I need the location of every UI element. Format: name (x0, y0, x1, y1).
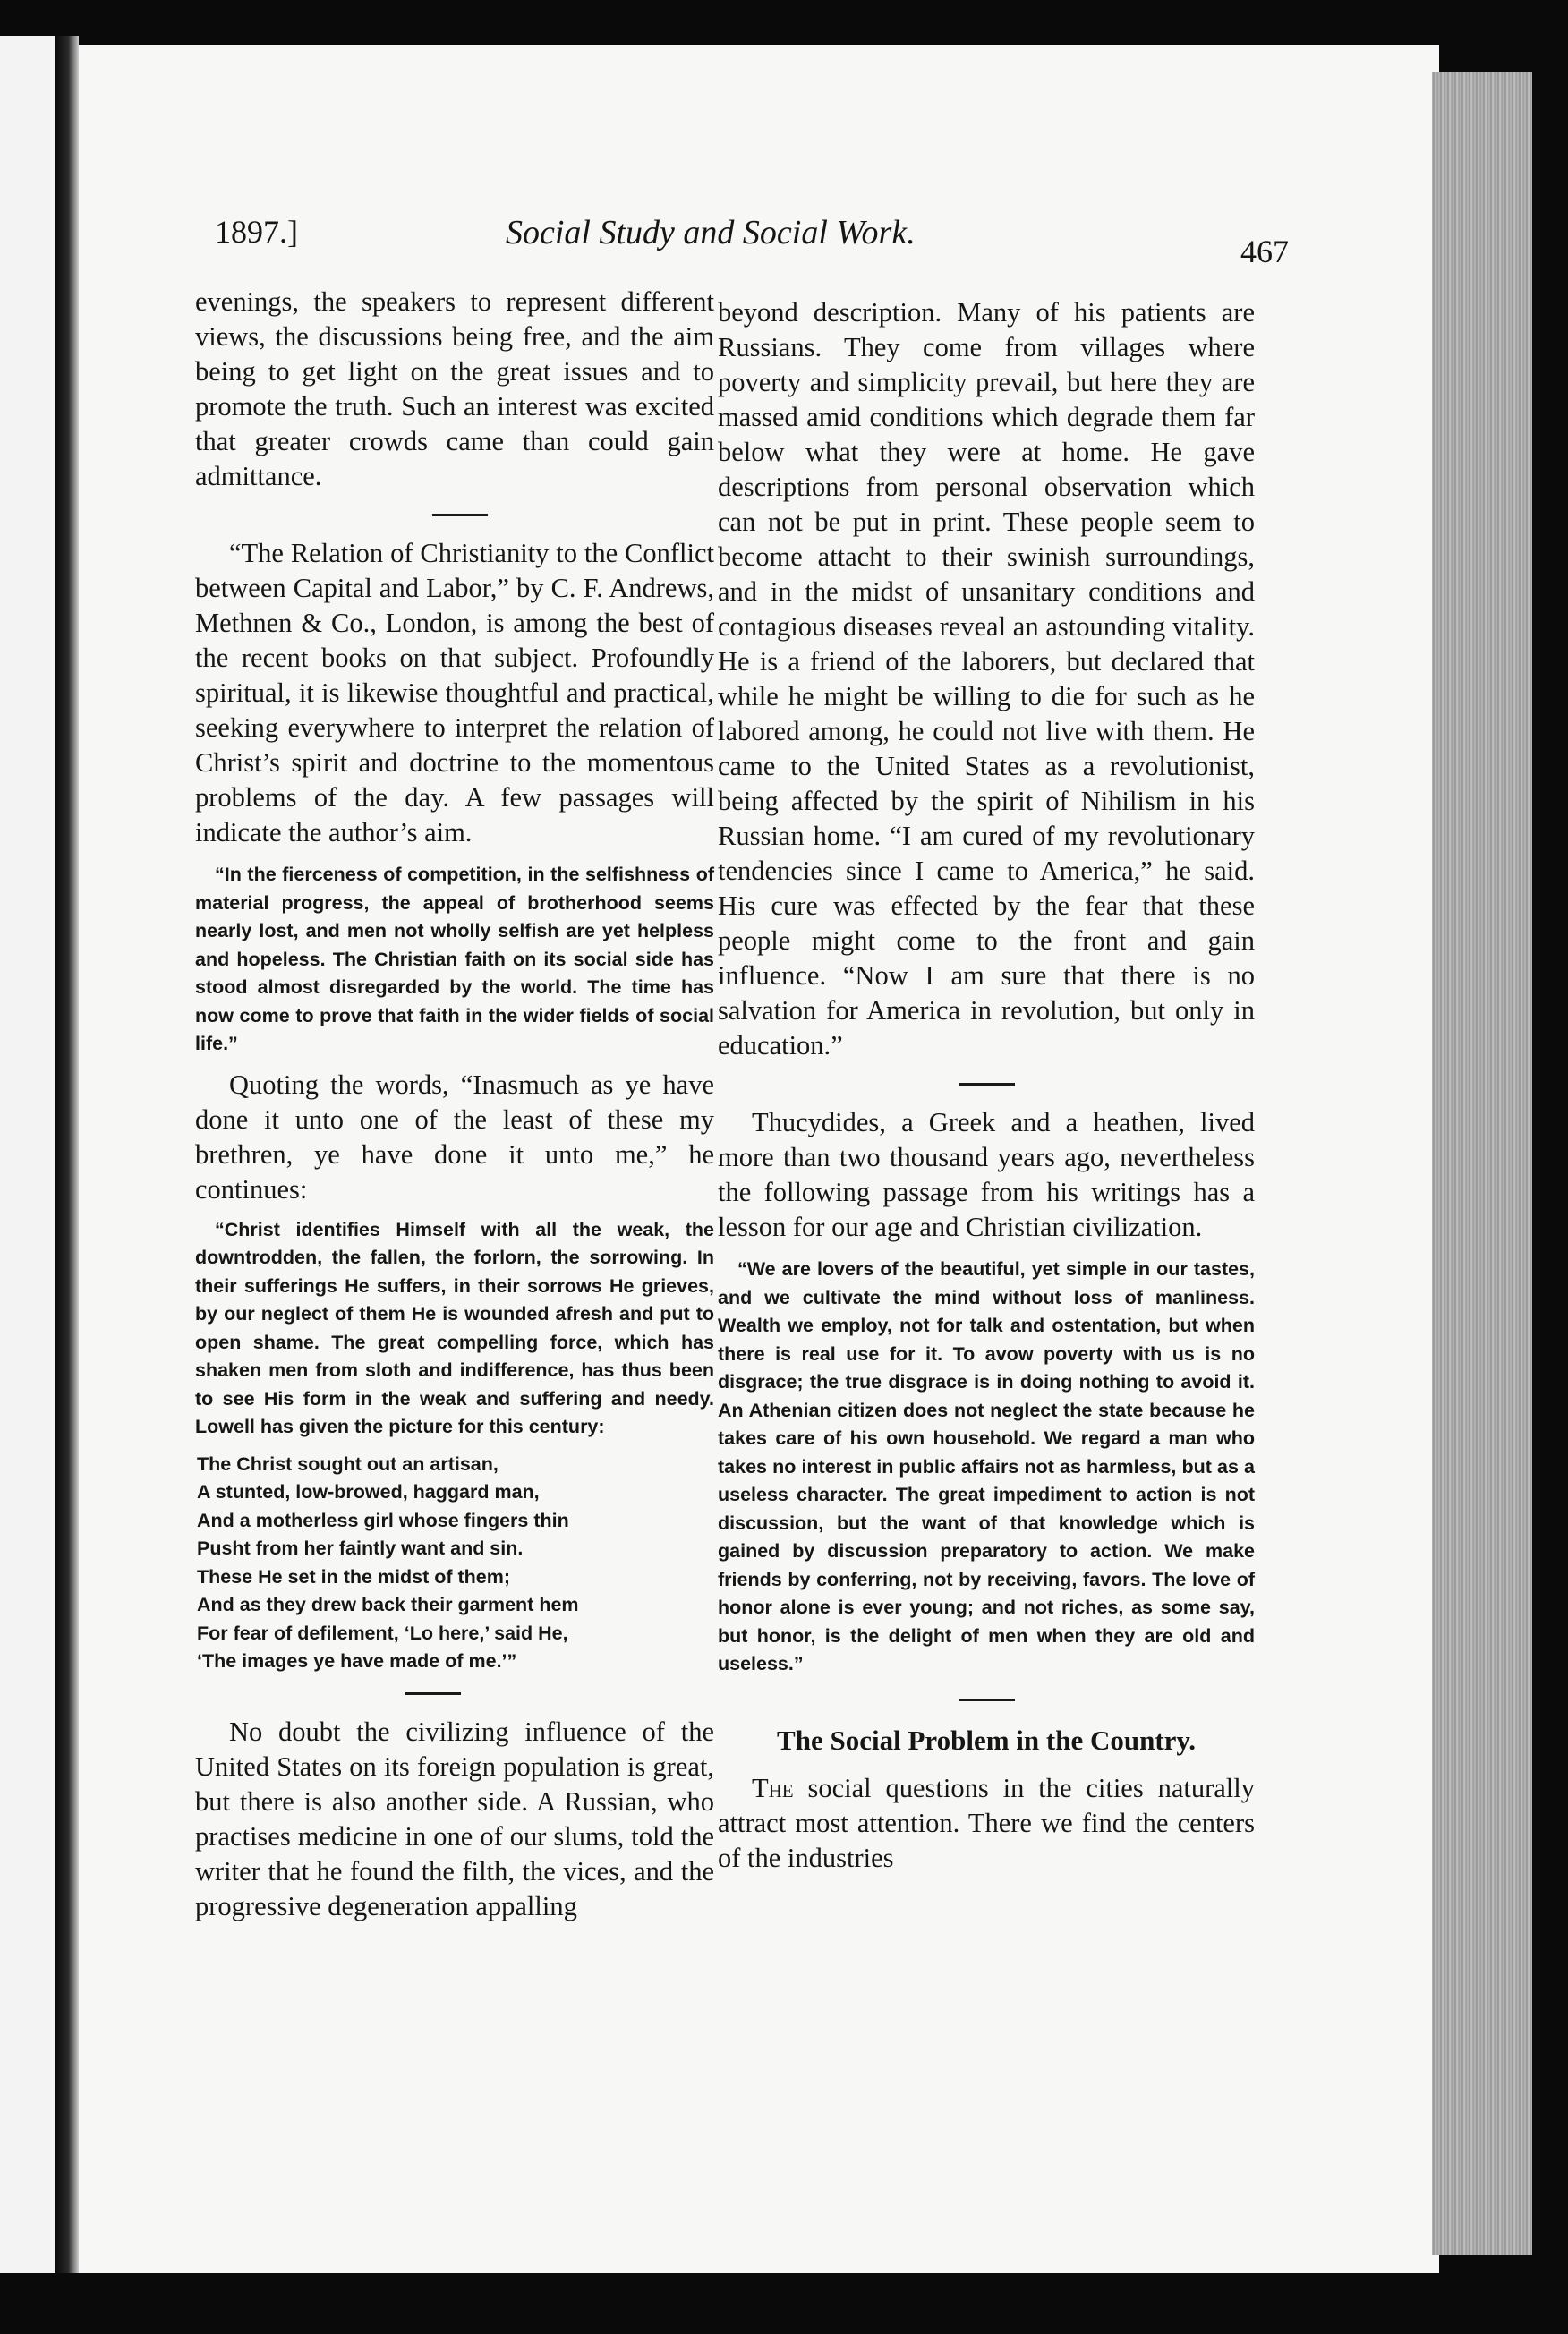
running-header (215, 206, 1289, 277)
paragraph-text: social questions in the cities naturally attract most attention. There we find the centers of the industries (718, 1772, 1255, 1873)
block-quote: “Christ identifies Himself with all the weak, the downtrodden, the fallen, the forlorn, the sorrowing. In their sufferings He suffers, in their sorrows He grieves, by our neglect of them He is wounded afresh and put to open shame. The great compelling force, which has shaken men from sloth and indifference, has thus been to see His form in the weak and suffering and needy. Lowell has given the picture for this century: (195, 1218, 714, 1437)
header-year: 1897.] (215, 214, 298, 250)
block-quote: “We are lovers of the beautiful, yet simple in our tastes, and we cultivate the mind without loss of manliness. Wealth we employ, not for talk and ostentation, but when there is real use for it. To avow poverty with us is no disgrace; the true disgrace is in doing nothing to avoid it. An Athenian citizen does not neglect the state because he takes care of his own household. We regard a man who takes no interest in public affairs not as harmless, but as a useless character. The great impediment to action is not discussion, but the want of that knowledge which is gained by discussion preparatory to action. We make friends by conferring, not by receiving, favors. The love of honor alone is ever young; and not riches, as some say, but honor, is the delight of men when they are old and useless.” (718, 1258, 1255, 1674)
poem (195, 1451, 714, 1676)
section-divider (432, 514, 488, 516)
header-title: Social Study and Social Work. (506, 214, 916, 251)
poem-line: And a motherless girl whose fingers thin (197, 1509, 569, 1531)
left-column (195, 285, 714, 1924)
paragraph: “The Relation of Christianity to the Conflict between Capital and Labor,” by C. F. Andrews, Methnen & Co., London, is among the best of the recent books on that subject. Profoundly spiritual, it is likewise thoughtful and practical, seeking everywhere to interpret the relation of Christ’s spirit and doctrine to the momentous problems of the day. A few passages will indicate the author’s aim. (195, 538, 714, 848)
poem-line: For fear of defilement, ‘Lo here,’ said He, (197, 1622, 568, 1644)
paragraph: beyond description. Many of his patients are Russians. They come from villages where poverty and simplicity prevail, but here they are massed amid conditions which degrade them far below what they were at home. He gave descriptions from personal observation which can not be put in print. These people seem to become attacht to their swinish surroundings, and in the midst of unsanitary conditions and contagious diseases reveal an astounding vitality. He is a friend of the laborers, but declared that while he might be willing to die for such as he labored among, he could not live with them. He came to the United States as a revolutionist, being affected by the spirit of Nihilism in his Russian home. “I am cured of my revolutionary tendencies since I came to America,” he said. His cure was effected by the fear that these people might come to the front and gain influence. “Now I am sure that there is no salvation for America in revolution, but only in education.” (718, 297, 1255, 1061)
poem-line: A stunted, low-browed, haggard man, (197, 1481, 540, 1503)
poem-line: Pusht from her faintly want and sin. (197, 1538, 524, 1559)
poem-line: ‘The images ye have made of me.’” (197, 1650, 517, 1672)
poem-line: These He set in the midst of them; (197, 1565, 511, 1588)
paragraph: No doubt the civilizing influence of the United States on its foreign population is great, but there is also another side. A Russian, who practises medicine in one of our slums, told the writer that he found the filth, the vices, and the progressive degeneration appalling (195, 1716, 714, 1921)
paragraph: Thucydides, a Greek and a heathen, lived more than two thousand years ago, nevertheless the following passage from his writings has a lesson for our age and Christian civilization. (718, 1107, 1255, 1242)
lead-word: The (752, 1772, 794, 1803)
left-page-edge (0, 36, 55, 2273)
section-divider (959, 1699, 1015, 1701)
poem-line: The Christ sought out an artisan, (197, 1452, 499, 1475)
paragraph: evenings, the speakers to represent different views, the discussions being free, and the aim being to get light on the great issues and to promote the truth. Such an interest was excited that greater crowds came than could gain admittance. (195, 286, 714, 491)
section-title: The Social Problem in the Country. (777, 1724, 1196, 1756)
page-number: 467 (1240, 234, 1289, 269)
right-column (718, 295, 1255, 1876)
page-stack-edge (1432, 72, 1532, 2255)
poem-line: And as they drew back their garment hem (197, 1594, 579, 1615)
paragraph (718, 1771, 1255, 1876)
section-divider (405, 1692, 461, 1695)
book-gutter (55, 36, 79, 2273)
paragraph: Quoting the words, “Inasmuch as ye have done it unto one of the least of these my brethren, ye have done it unto me,” he continues: (195, 1069, 714, 1205)
block-quote: “In the fierceness of competition, in the selfishness of material progress, the appeal of brotherhood seems nearly lost, and men not wholly selfish are yet helpless and hopeless. The Christian faith on its social side has stood almost disregarded by the world. The time has now come to prove that faith in the wider fields of social life.” (195, 864, 714, 1054)
section-divider (959, 1083, 1015, 1086)
